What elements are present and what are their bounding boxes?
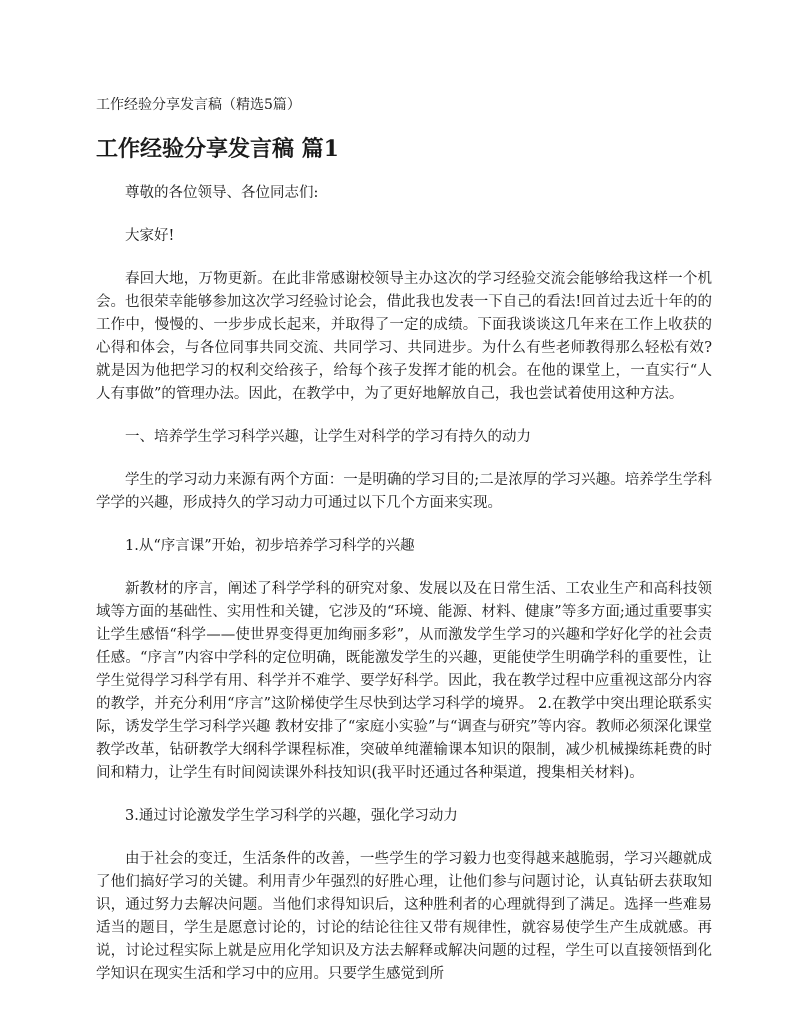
paragraph-preface: 新教材的序言，阐述了科学学科的研究对象、发展以及在日常生活、工农业生产和高科技领域等方面的基础性、实用性和关键，它涉及的“环境、能源、材料、健康”等多方面;通过重要事实让学生感悟“科学——使世界变得更加绚丽多彩”，从而激发学生学习的兴趣和学好化学的社会责任感。“序言”内容中学科的定位明确，既能激发学生的兴趣，更能使学生明确学科的重要性，让学生觉得学习科学有用、科学并不难学、要学好科学。因此，我在教学过程中应重视这部分内容的教学，并充分利用“序言”这阶梯使学生尽快到达学习科学的境界。 2.在教学中突出理论联系实际，诱发学生学习科学兴趣 教材安排了“家庭小实验”与“调查与研究”等内容。教师必须深化课堂教学改革，钻研教学大纲科学课程标准，突破单纯灌输课本知识的限制，减少机械操练耗费的时间和精力，让学生有时间阅读课外科技知识(我平时还通过各种渠道，搜集相关材料)。 <box>96 581 712 781</box>
section-title: 工作经验分享发言稿 篇1 <box>96 136 339 162</box>
document-body <box>96 182 712 1006</box>
heading-point-3: 3.通过讨论激发学生学习科学的兴趣，强化学习动力 <box>125 808 458 824</box>
paragraph-salutation: 尊敬的各位领导、各位同志们: <box>125 185 319 201</box>
heading-point-1: 1.从“序言课”开始，初步培养学习科学的兴趣 <box>125 538 415 554</box>
heading-part-one: 一、培养学生学习科学兴趣，让学生对科学的学习有持久的动力 <box>125 429 531 445</box>
document-header: 工作经验分享发言稿（精选5篇） <box>96 97 301 113</box>
paragraph-motivation: 学生的学习动力来源有两个方面：一是明确的学习目的;二是浓厚的学习兴趣。培养学生学科学学的兴趣，形成持久的学习动力可通过以下几个方面来实现。 <box>96 472 712 511</box>
paragraph-greeting: 大家好! <box>125 228 175 244</box>
paragraph-intro: 春回大地，万物更新。在此非常感谢校领导主办这次的学习经验交流会能够给我这样一个机会。也很荣幸能够参加这次学习经验讨论会，借此我也发表一下自己的看法!回首过去近十年的的工作中，慢慢的、一步步成长起来，并取得了一定的成绩。下面我谈谈这几年来在工作上收获的心得和体会，与各位同事共同交流、共同学习、共同进步。为什么有些老师教得那么轻松有效?就是因为他把学习的权利交给孩子，给每个孩子发挥才能的机会。在他的课堂上，一直实行“人人有事做”的管理办法。因此，在教学中，为了更好地解放自己，我也尝试着使用这种方法。 <box>96 271 712 402</box>
paragraph-discussion: 由于社会的变迁，生活条件的改善，一些学生的学习毅力也变得越来越脆弱，学习兴趣就成了他们搞好学习的关键。利用青少年强烈的好胜心理，让他们参与问题讨论，认真钻研去获取知识，通过努力去解决问题。当他们求得知识后，这种胜利者的心理就得到了满足。选择一些难易适当的题目，学生是愿意讨论的，讨论的结论往往又带有规律性，就容易使学生产生成就感。再说，讨论过程实际上就是应用化学知识及方法去解释或解决问题的过程，学生可以直接领悟到化学知识在现实生活和学习中的应用。只要学生感觉到所 <box>96 851 712 982</box>
